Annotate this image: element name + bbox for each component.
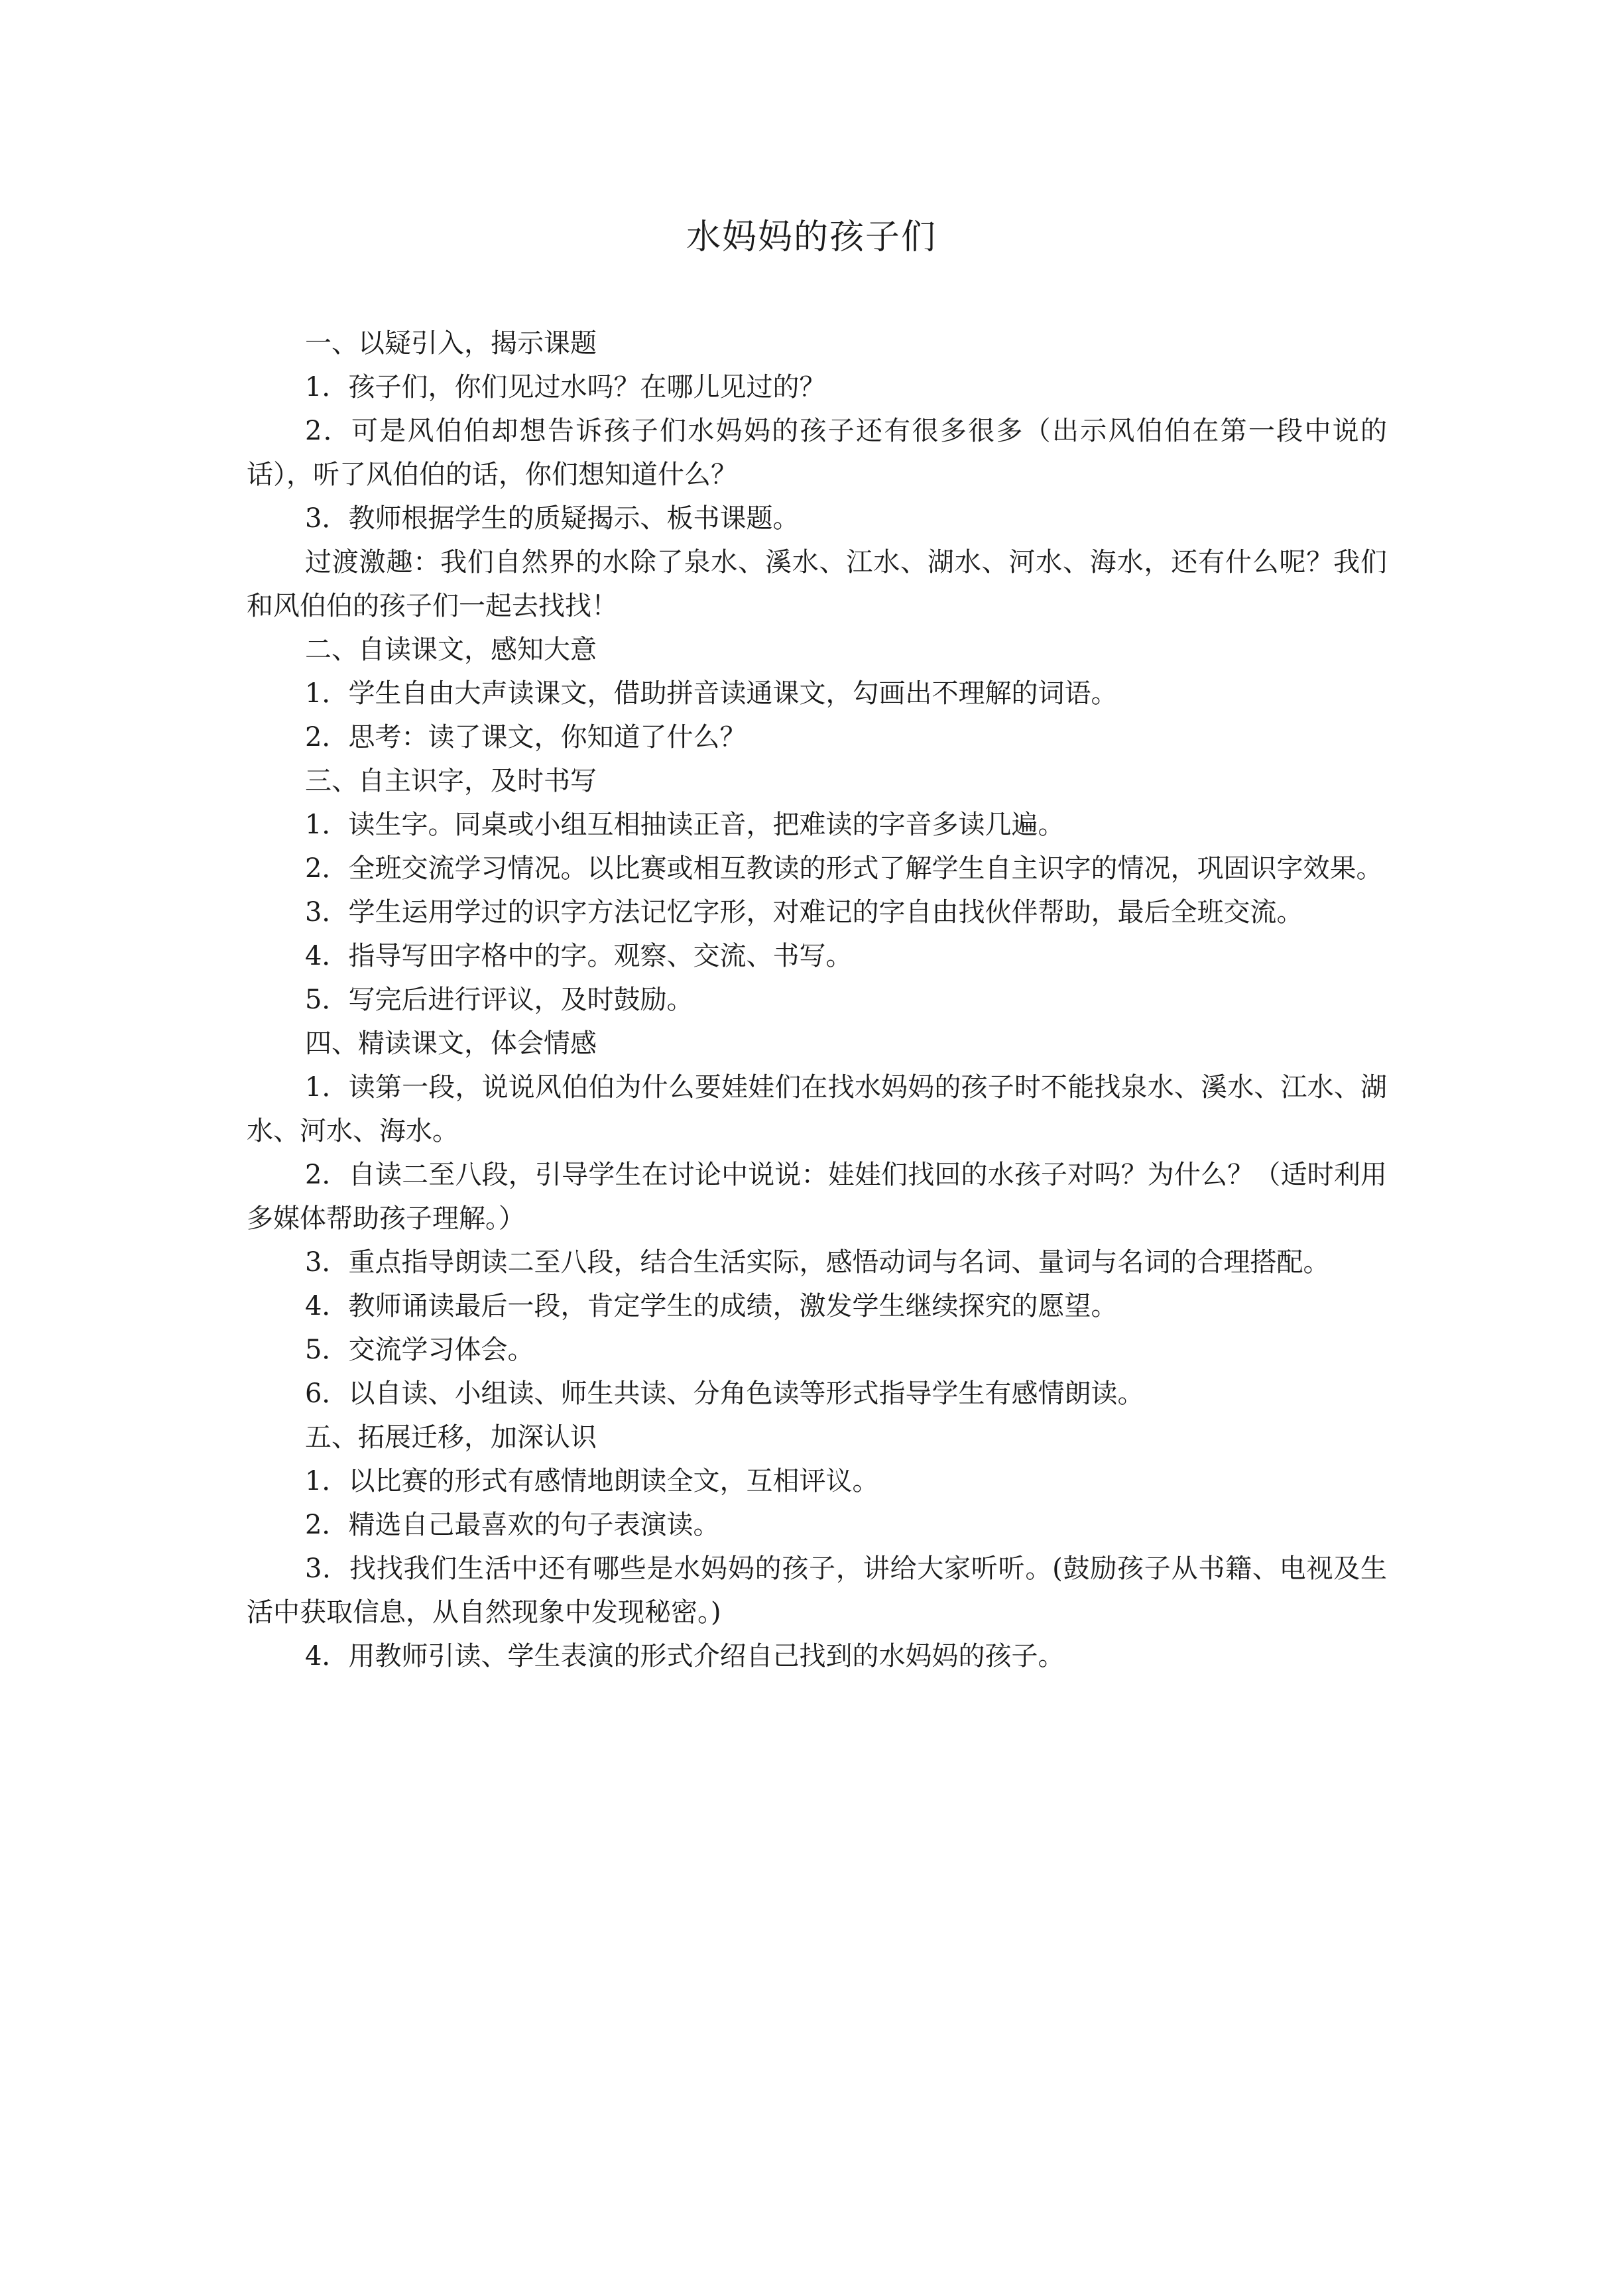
- list-item: 2．精选自己最喜欢的句子表演读。: [305, 1510, 720, 1540]
- list-item: 4．用教师引读、学生表演的形式介绍自己找到的水妈妈的孩子。: [305, 1641, 1065, 1671]
- heading-section-1: 一、以疑引入，揭示课题: [305, 328, 597, 359]
- list-item: 1．以比赛的形式有感情地朗读全文，互相评议。: [305, 1466, 879, 1496]
- list-item: 2．可是风伯伯却想告诉孩子们水妈妈的孩子还有很多很多（出示风伯伯在第一段中说的话），听了风伯伯的话，你们想知道什么？: [247, 416, 1387, 490]
- heading-section-3: 三、自主识字，及时书写: [305, 766, 597, 796]
- list-item: 5．写完后进行评议，及时鼓励。: [305, 985, 693, 1015]
- heading-section-5: 五、拓展迁移，加深认识: [305, 1422, 597, 1453]
- list-item: 1．学生自由大声读课文，借助拼音读通课文，勾画出不理解的词语。: [305, 678, 1118, 709]
- list-item: 4．教师诵读最后一段，肯定学生的成绩，激发学生继续探究的愿望。: [305, 1291, 1118, 1321]
- list-item: 1．孩子们，你们见过水吗？在哪儿见过的？: [305, 372, 826, 402]
- list-item: 2．全班交流学习情况。以比赛或相互教读的形式了解学生自主识字的情况，巩固识字效果。: [305, 853, 1383, 884]
- list-item: 4．指导写田字格中的字。观察、交流、书写。: [305, 941, 853, 971]
- list-item: 1．读第一段，说说风伯伯为什么要娃娃们在找水妈妈的孩子时不能找泉水、溪水、江水、湖水、河水、海水。: [247, 1072, 1387, 1146]
- list-item: 3．重点指导朗读二至八段，结合生活实际，感悟动词与名词、量词与名词的合理搭配。: [305, 1247, 1330, 1278]
- heading-section-4: 四、精读课文，体会情感: [305, 1028, 597, 1059]
- document-title: 水妈妈的孩子们: [686, 217, 937, 257]
- list-item: 3．学生运用学过的识字方法记忆字形，对难记的字自由找伙伴帮助，最后全班交流。: [305, 897, 1303, 928]
- list-item: 3．找找我们生活中还有哪些是水妈妈的孩子，讲给大家听听。(鼓励孩子从书籍、电视及生活中获取信息，从自然现象中发现秘密。): [247, 1553, 1387, 1628]
- list-item: 3．教师根据学生的质疑揭示、板书课题。: [305, 503, 800, 534]
- heading-section-2: 二、自读课文，感知大意: [305, 634, 597, 665]
- list-item: 2．思考：读了课文，你知道了什么？: [305, 722, 747, 753]
- list-item: 2．自读二至八段，引导学生在讨论中说说：娃娃们找回的水孩子对吗？为什么？（适时利用多媒体帮助孩子理解。）: [247, 1160, 1387, 1234]
- list-item: 1．读生字。同桌或小组互相抽读正音，把难读的字音多读几遍。: [305, 810, 1065, 840]
- list-item: 6．以自读、小组读、师生共读、分角色读等形式指导学生有感情朗读。: [305, 1378, 1144, 1409]
- document-body: [247, 322, 1387, 1678]
- list-item: 5．交流学习体会。: [305, 1335, 534, 1365]
- transition-paragraph: 过渡激趣：我们自然界的水除了泉水、溪水、江水、湖水、河水、海水，还有什么呢？我们和风伯伯的孩子们一起去找找！: [247, 547, 1387, 621]
